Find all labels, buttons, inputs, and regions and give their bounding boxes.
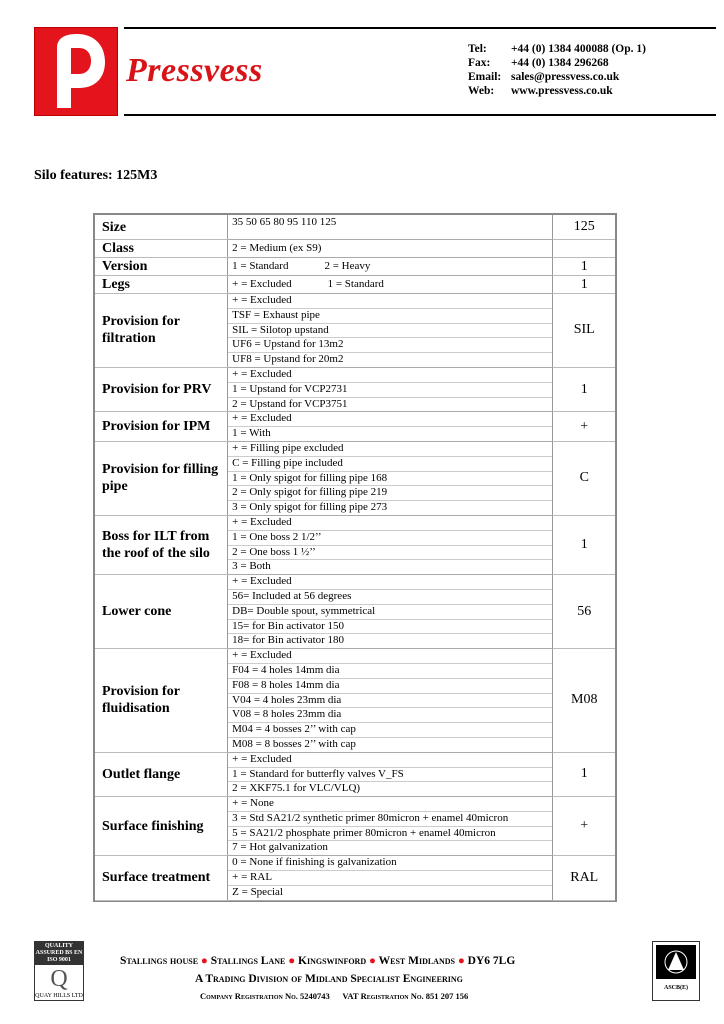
option-text: Z = Special: [232, 885, 283, 898]
option-text: 3 = Only spigot for filling pipe 273: [232, 501, 388, 514]
option-text: SIL = Silotop upstand: [232, 323, 329, 336]
option-text: M08 = 8 bosses 2’’ with cap: [232, 737, 356, 750]
ascb-logo-label: ASCB(E): [663, 985, 688, 991]
header-rule-top: [124, 27, 716, 29]
option-line: [228, 398, 552, 412]
feature-value: 1: [553, 367, 615, 411]
feature-value: C: [553, 441, 615, 515]
option-text: 2 = Upstand for VCP3751: [232, 397, 348, 410]
option-line: [228, 856, 552, 871]
option-line: [228, 427, 552, 441]
option-text: 7 = Hot galvanization: [232, 841, 328, 854]
option-text: M04 = 4 bosses 2’’ with cap: [232, 723, 356, 736]
option-line: [228, 634, 552, 648]
address-part: Kingswinford: [295, 955, 369, 967]
option-line: [228, 560, 552, 574]
option-line: [228, 694, 552, 709]
address-part: Stallings Lane: [207, 955, 289, 967]
feature-name: Legs: [95, 276, 228, 294]
option-line: [228, 664, 552, 679]
feature-options: [228, 367, 553, 411]
feature-name: Provision for PRV: [95, 367, 228, 411]
option-line: [228, 412, 552, 427]
option-text: 18= for Bin activator 180: [232, 634, 345, 647]
option-line: [228, 242, 552, 256]
option-line: [228, 871, 552, 886]
option-line: [228, 516, 552, 531]
option-text: 56= Included at 56 degrees: [232, 589, 352, 602]
option-text: V04 = 4 holes 23mm dia: [232, 693, 342, 706]
quality-assured-logo: [34, 941, 84, 1001]
option-line: [228, 886, 552, 900]
feature-options: [228, 441, 553, 515]
option-text: 1 = Upstand for VCP2731: [232, 382, 348, 395]
feature-name: Provision for filling pipe: [95, 441, 228, 515]
feature-options: [228, 412, 553, 442]
feature-name: Provision for fluidisation: [95, 649, 228, 753]
option-text: 2 = Only spigot for filling pipe 219: [232, 486, 388, 499]
feature-name: Surface finishing: [95, 797, 228, 856]
contact-label: Web:: [468, 85, 495, 97]
option-text: 15= for Bin activator 150: [232, 619, 345, 632]
contact-row: [468, 70, 646, 84]
option-text: UF6 = Upstand for 13m2: [232, 338, 344, 351]
option-text: TSF = Exhaust pipe: [232, 308, 320, 321]
bullet-dot: ●: [200, 955, 208, 967]
header-rule-bottom: [124, 114, 716, 116]
feature-row: [95, 649, 615, 753]
feature-name: Outlet flange: [95, 752, 228, 796]
address-part: West Midlands: [375, 955, 458, 967]
feature-row: [95, 752, 615, 796]
qa-q-glyph: Q: [50, 966, 68, 992]
feature-name: Class: [95, 240, 228, 258]
option-line: [228, 353, 552, 367]
feature-value: M08: [553, 649, 615, 753]
feature-value: 1: [553, 752, 615, 796]
feature-options: [228, 276, 553, 294]
feature-value: 56: [553, 575, 615, 649]
brand-name: Pressvess: [126, 52, 263, 89]
feature-options: [228, 294, 553, 368]
qa-logo-sub: QUAY HILLS LTD: [35, 993, 83, 999]
feature-name: Lower cone: [95, 575, 228, 649]
address-part: DY6 7LG: [464, 955, 516, 967]
option-line: [228, 620, 552, 635]
feature-value: 125: [553, 215, 615, 240]
option-line: [228, 575, 552, 590]
contact-label: Email:: [468, 71, 502, 83]
feature-options: [228, 649, 553, 753]
option-line: [228, 841, 552, 855]
option-line: [228, 294, 552, 309]
option-line: [228, 531, 552, 546]
option-text: 1 = One boss 2 1/2’’: [232, 530, 322, 543]
footer-registration: Company Registration No. 5240743 VAT Registration No. 851 207 156: [200, 991, 469, 1001]
feature-options: [228, 215, 553, 240]
feature-value: [553, 240, 615, 258]
option-line: [228, 708, 552, 723]
option-line: [228, 501, 552, 515]
feature-options: [228, 515, 553, 574]
option-text: 35 50 65 80 95 110 125: [232, 216, 337, 228]
option-text: F04 = 4 holes 14mm dia: [232, 663, 340, 676]
feature-row: [95, 575, 615, 649]
option-line: [228, 486, 552, 501]
option-line: [228, 590, 552, 605]
option-text: 3 = Std SA21/2 synthetic primer 80micron + enamel 40micron: [232, 811, 509, 824]
option-line: [228, 215, 552, 239]
option-text: UF8 = Upstand for 20m2: [232, 353, 344, 366]
option-text: 2 = XKF75.1 for VLC/VLQ): [232, 782, 361, 795]
contact-block: [468, 42, 646, 98]
feature-name: Provision for filtration: [95, 294, 228, 368]
feature-value: RAL: [553, 856, 615, 900]
option-line: [228, 768, 552, 783]
option-text: 0 = None if finishing is galvanization: [232, 856, 397, 869]
feature-row: [95, 515, 615, 574]
option-text: V08 = 8 holes 23mm dia: [232, 708, 342, 721]
feature-row: [95, 441, 615, 515]
contact-value: +44 (0) 1384 296268: [511, 57, 609, 69]
bullet-dot: ●: [368, 955, 376, 967]
option-text-alt: 1 = Standard: [327, 277, 384, 290]
option-line: [228, 472, 552, 487]
feature-value: SIL: [553, 294, 615, 368]
pressvess-logo: [34, 27, 118, 116]
feature-row: [95, 412, 615, 442]
option-line: [228, 738, 552, 752]
option-line: [228, 782, 552, 796]
feature-value: +: [553, 412, 615, 442]
option-text: + = Excluded: [232, 294, 292, 306]
feature-options: [228, 797, 553, 856]
contact-row: [468, 56, 646, 70]
option-line: [228, 679, 552, 694]
feature-row: [95, 240, 615, 258]
feature-row: [95, 797, 615, 856]
feature-name: Size: [95, 215, 228, 240]
feature-row: [95, 367, 615, 411]
address-part: Stallings house: [120, 955, 201, 967]
option-text: + = RAL: [232, 871, 273, 884]
feature-options: [228, 240, 553, 258]
feature-row: [95, 276, 615, 294]
feature-options: [228, 752, 553, 796]
option-text: + = Excluded: [232, 277, 292, 290]
option-line: [228, 442, 552, 457]
option-line: [228, 797, 552, 812]
option-text: F08 = 8 holes 14mm dia: [232, 678, 340, 691]
option-text: 1 = With: [232, 427, 271, 440]
option-line: [228, 278, 552, 292]
feature-value: 1: [553, 515, 615, 574]
qa-logo-label: QUALITY ASSURED BS EN ISO 9001: [35, 943, 83, 963]
feature-name: Boss for ILT from the roof of the silo: [95, 515, 228, 574]
option-line: [228, 457, 552, 472]
contact-value: www.pressvess.co.uk: [511, 85, 613, 97]
option-line: [228, 338, 552, 353]
contact-value: sales@pressvess.co.uk: [511, 71, 620, 83]
contact-row: [468, 84, 646, 98]
footer-address: [120, 955, 515, 967]
option-text: + = Excluded: [232, 752, 292, 765]
bullet-dot: ●: [457, 955, 465, 967]
option-line: [228, 368, 552, 383]
option-text: 1 = Standard: [232, 259, 289, 272]
feature-name: Version: [95, 258, 228, 276]
option-text: + = Filling pipe excluded: [232, 441, 344, 454]
option-text: 5 = SA21/2 phosphate primer 80micron + enamel 40micron: [232, 826, 496, 839]
option-text: + = Excluded: [232, 515, 292, 528]
feature-row: [95, 258, 615, 276]
option-line: [228, 309, 552, 324]
feature-value: 1: [553, 276, 615, 294]
option-text: 1 = Only spigot for filling pipe 168: [232, 471, 388, 484]
contact-row: [468, 42, 646, 56]
option-text: 3 = Both: [232, 560, 271, 573]
option-line: [228, 649, 552, 664]
feature-options: [228, 856, 553, 900]
option-line: [228, 753, 552, 768]
feature-name: Surface treatment: [95, 856, 228, 900]
feature-value: +: [553, 797, 615, 856]
option-line: [228, 324, 552, 339]
option-text: + = Excluded: [232, 575, 292, 588]
option-text: 1 = Standard for butterfly valves V_FS: [232, 767, 404, 780]
feature-row: [95, 856, 615, 900]
option-line: [228, 546, 552, 561]
option-line: [228, 812, 552, 827]
option-text: + = Excluded: [232, 367, 292, 380]
feature-row: [95, 294, 615, 368]
option-line: [228, 827, 552, 842]
contact-value: +44 (0) 1384 400088 (Op. 1): [511, 43, 646, 55]
option-line: [228, 723, 552, 738]
bullet-dot: ●: [288, 955, 296, 967]
features-table: [93, 213, 617, 902]
feature-value: 1: [553, 258, 615, 276]
option-text: DB= Double spout, symmetrical: [232, 604, 376, 617]
option-line: [228, 383, 552, 398]
footer-division: A Trading Division of Midland Specialist Engineering: [195, 973, 463, 985]
feature-name: Provision for IPM: [95, 412, 228, 442]
feature-row: [95, 215, 615, 240]
feature-options: [228, 258, 553, 276]
page-heading: Silo features: 125M3: [34, 168, 158, 183]
contact-label: Fax:: [468, 57, 491, 69]
option-text: 2 = One boss 1 ½’’: [232, 545, 316, 558]
option-line: [228, 260, 552, 274]
feature-options: [228, 575, 553, 649]
ascb-logo: [652, 941, 700, 1001]
option-text: + = None: [232, 797, 274, 810]
option-text-alt: 2 = Heavy: [324, 259, 371, 272]
option-text: C = Filling pipe included: [232, 456, 343, 469]
contact-label: Tel:: [468, 43, 487, 55]
option-line: [228, 605, 552, 620]
option-text: 2 = Medium (ex S9): [232, 241, 322, 254]
option-text: + = Excluded: [232, 412, 292, 425]
option-text: + = Excluded: [232, 649, 292, 662]
